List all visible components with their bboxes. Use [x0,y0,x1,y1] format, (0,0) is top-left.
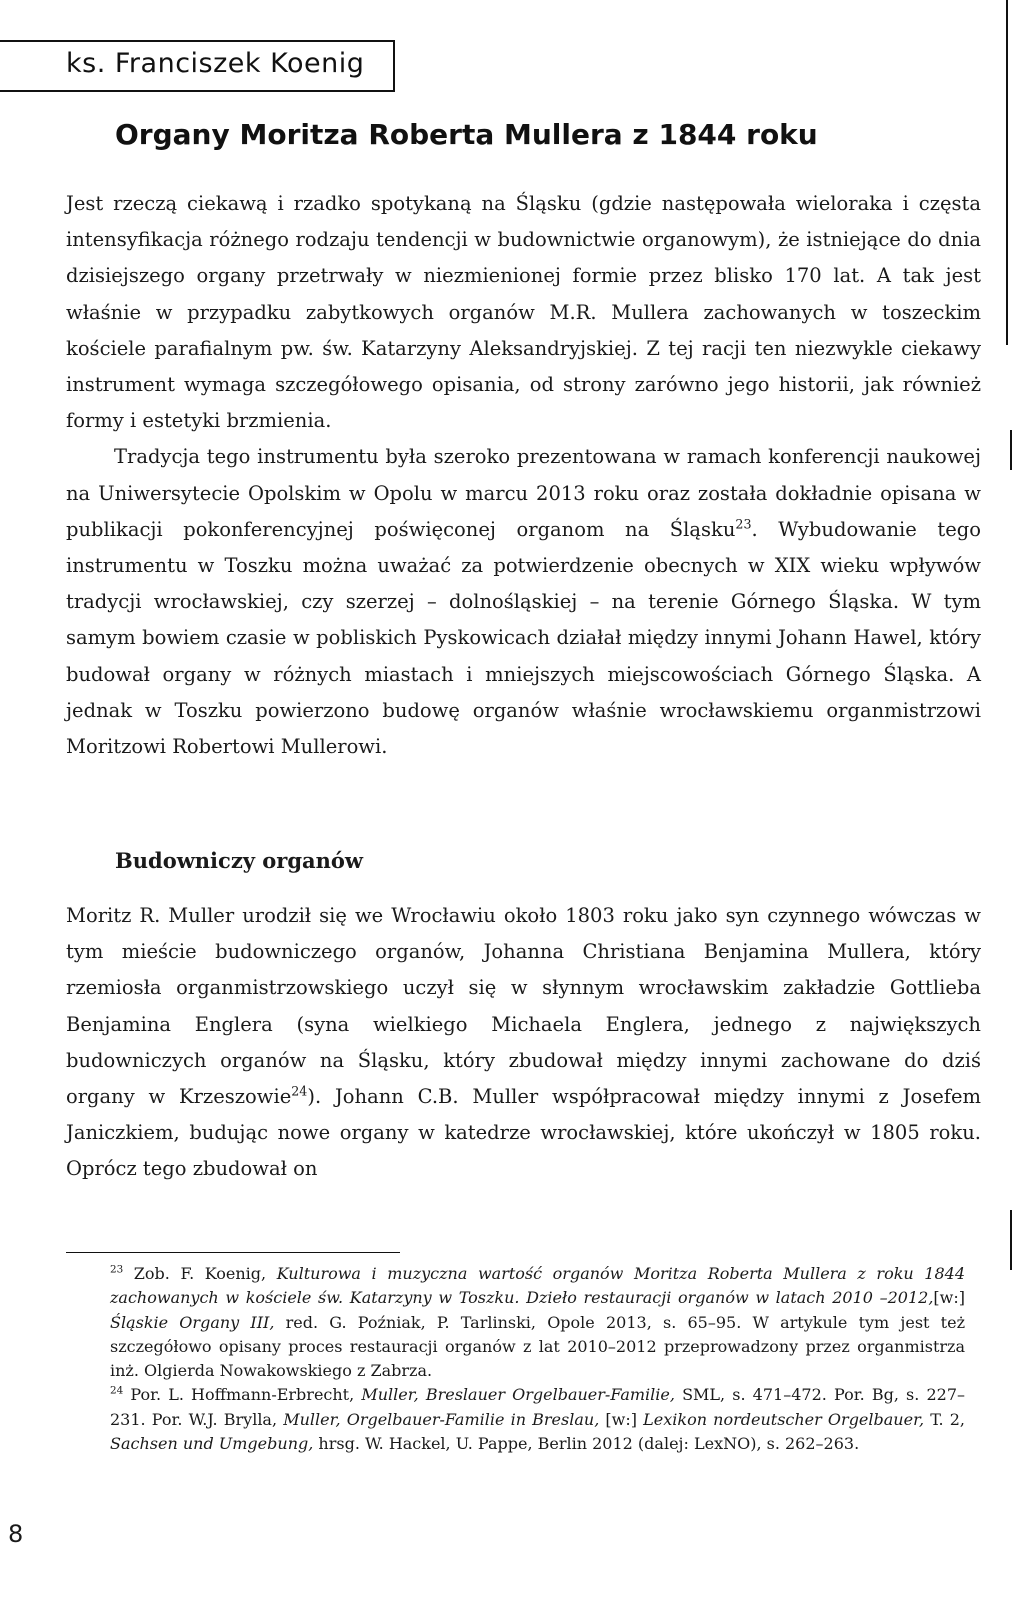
paragraph-3: Moritz R. Muller urodził się we Wrocławiu około 1803 roku jako syn czynnego wówczas w tym mieście budowniczego organów, Johanna Christiana Benjamina Mullera, który rzemiosła organmistrzowskiego uczył się w słynnym wrocławskim zakładzie Gottlieba Benjamina Englera (syna wielkiego Michaela Englera, jednego z największych budowniczych organów na Śląsku, który zbudował między innymi zachowane do dziś organy w Krzeszowie$^{24}$). Johann C.B. Muller współpracował między innymi z Josefem Janiczkiem, budując nowe organy w katedrze wrocławskiej, które ukończył w 1805 roku. Oprócz tego zbudował on [66,904,981,1181]
footnote-ref-24: 24 [291,1083,308,1099]
footnotes [110,1262,965,1456]
paragraph-1: Jest rzeczą ciekawą i rzadko spotykaną na Śląsku (gdzie następowała wieloraka i częsta intensyfikacja różnego rodzaju tendencji w budownictwie organowym), że istniejące do dnia dzisiejszego organy przetrwały w niezmienionej formie przez blisko 170 lat. A tak jest właśnie w przypadku zabytkowych organów M.R. Mullera zachowanych w toszeckim kościele parafialnym pw. św. Katarzyny Aleksandryjskiej. Z tej racji ten niezwykle ciekawy instrument wymaga szczegółowego opisania, od strony zarówno jego historii, jak również formy i estetyki brzmienia. [66,192,981,433]
article-body-section [66,898,981,1188]
running-header-author: ks. Franciszek Koenig [66,48,365,79]
page-number: 8 [8,1520,24,1548]
scan-edge-line [1010,430,1012,470]
footnote-ref-23: 23 [735,516,752,532]
scan-edge-line [1006,0,1008,345]
scan-edge-line [1010,1210,1012,1270]
footnote-23: $^{23}$ Zob. F. Koenig, Kulturowa i muzyczna wartość organów Moritza Roberta Mullera z roku 1844 zachowanych w kościele św. Katarzyny w Toszku. Dzieło restauracji organów w latach 2010 –2012,[w:] Śląskie Organy III, red. G. Poźniak, P. Tarlinski, Opole 2013, s. 65–95. W artykule tym jest też szczegółowo opisany proces restauracji organów z lat 2010–2012 przeprowadzony przez organmistrza inż. Olgierda Nowakowskiego z Zabrza. [110,1263,966,1381]
article-title: Organy Moritza Roberta Mullera z 1844 roku [115,118,818,151]
footnote-separator [66,1252,400,1253]
article-body [66,186,981,765]
footnote-24: $^{24}$ Por. L. Hoffmann-Erbrecht, Muller, Breslauer Orgelbauer-Familie, SML, s. 471–472. Por. Bg, s. 227–231. Por. W.J. Brylla, Muller, Orgelbauer-Familie in Breslau, [w:] Lexikon nordeutscher Orgelbauer, T. 2, Sachsen und Umgebung, hrsg. W. Hackel, U. Pappe, Berlin 2012 (dalej: LexNO), s. 262–263. [110,1385,966,1454]
section-heading: Budowniczy organów [115,848,363,873]
paragraph-2: Tradycja tego instrumentu była szeroko prezentowana w ramach konferencji naukowej na Uniwersytecie Opolskim w Opolu w marcu 2013 roku oraz została dokładnie opisana w publikacji pokonferencyjnej poświęconej organom na Śląsku$^{23}$. Wybudowanie tego instrumentu w Toszku można uważać za potwierdzenie obecnych w XIX wieku wpływów tradycji wrocławskiej, czy szerzej – dolnośląskiej – na terenie Górnego Śląska. W tym samym bowiem czasie w pobliskich Pyskowicach działał między innymi Johann Hawel, który budował organy w różnych miastach i mniejszych miejscowościach Górnego Śląska. A jednak w Toszku powierzono budowę organów właśnie wrocławskiemu organmistrzowi Moritzowi Robertowi Mullerowi. [66,445,982,759]
